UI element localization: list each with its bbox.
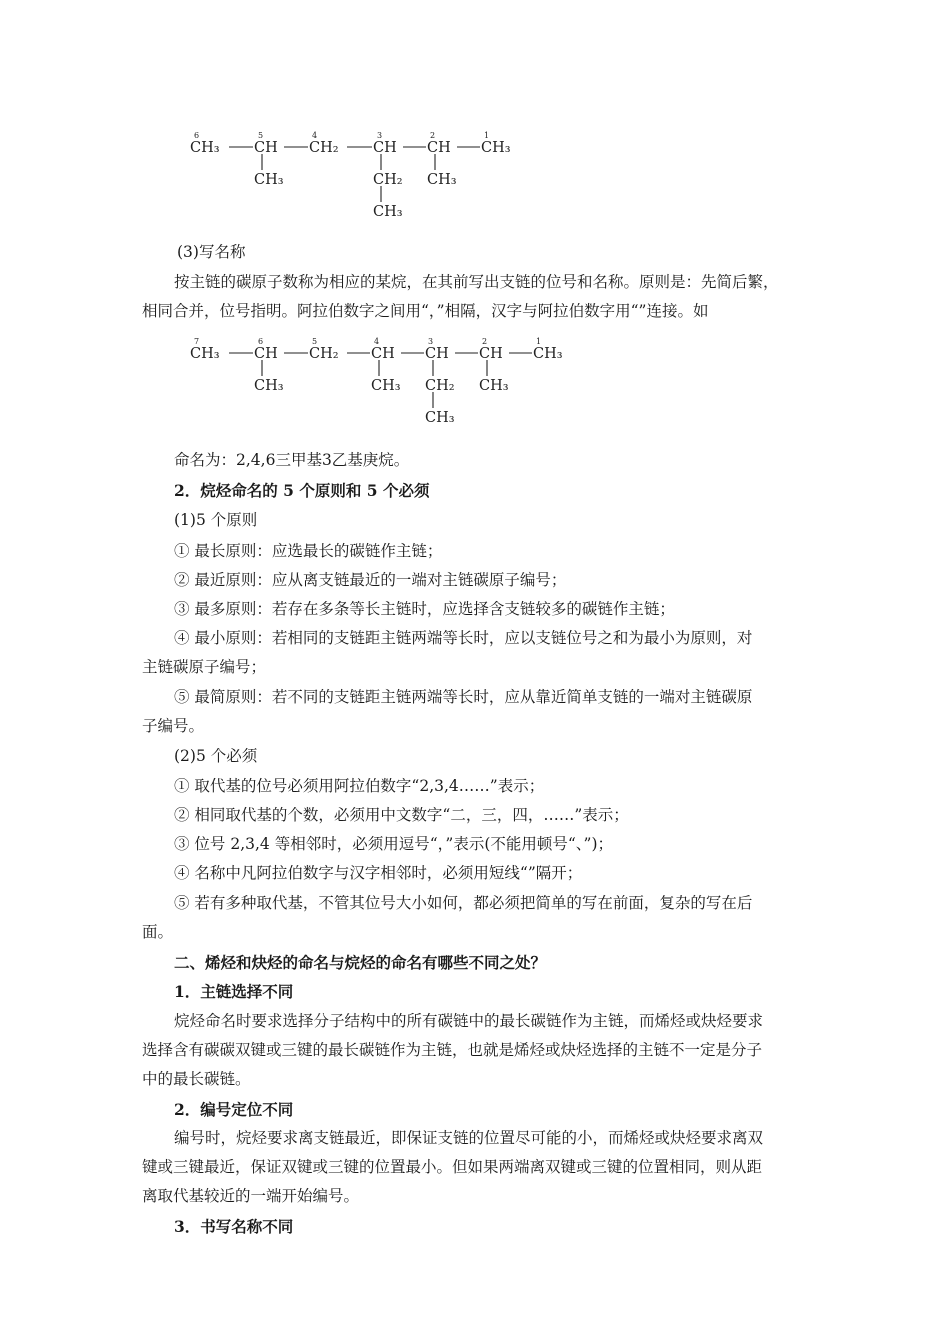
carbon-number: 3 [428,337,434,346]
list-item: ③ 位号 2,3,4 等相邻时，必须用逗号“，”表示(不能用顿号“、”)； [174,835,614,853]
structural-formula-1 [190,131,511,220]
atom-label: CH₂ [425,378,455,394]
paragraph-line: 键或三键最近，保证双键或三键的位置最小。但如果两端离双键或三键的位置相同，则从距 [142,1158,763,1176]
atom-label: CH₃ [481,140,511,156]
structural-formula-2 [190,337,563,426]
list-item: ① 取代基的位号必须用阿拉伯数字“2,3,4……”表示； [174,777,545,795]
list-item-continuation: 子编号。 [142,717,205,735]
atom-label: CH [371,346,395,362]
atom-label: CH₃ [479,378,509,394]
naming-result: 命名为：2,4,6三甲基3乙基庚烷。 [174,451,410,469]
section-heading: 二、烯烃和炔烃的命名与烷烃的命名有哪些不同之处？ [174,953,547,972]
list-item: ⑤ 最简原则：若不同的支链距主链两端等长时，应从靠近简单支链的一端对主链碳原 [174,688,753,706]
carbon-number: 3 [377,131,383,140]
list-item: ④ 最小原则：若相同的支链距主链两端等长时，应以支链位号之和为最小为原则，对 [174,629,753,647]
carbon-number: 5 [258,131,264,140]
list-item-continuation: 面。 [142,923,174,941]
atom-label: CH [479,346,503,362]
paragraph-line: 相同合并，位号指明。阿拉伯数字之间用“，”相隔，汉字与阿拉伯数字用“”连接。如 [142,302,709,320]
paragraph-line: 离取代基较近的一端开始编号。 [142,1187,360,1205]
atom-label: CH [254,140,278,156]
carbon-number: 5 [312,337,318,346]
carbon-number: 4 [312,131,318,140]
atom-label: CH₃ [190,346,220,362]
carbon-number: 4 [374,337,380,346]
atom-label: CH₃ [425,410,455,426]
subheading-principles: (1)5 个原则 [174,511,258,529]
section-heading: 2．烷烃命名的 5 个原则和 5 个必须 [174,481,430,500]
atom-label: CH [373,140,397,156]
carbon-number: 6 [194,131,200,140]
atom-label: CH [425,346,449,362]
paragraph-line: 编号时，烷烃要求离支链最近，即保证支链的位置尽可能的小，而烯烃或炔烃要求离双 [174,1129,764,1147]
carbon-number: 1 [484,131,490,140]
atom-label: CH₂ [373,172,403,188]
carbon-number: 2 [430,131,436,140]
list-item-continuation: 主链碳原子编号； [142,658,267,676]
list-item: ④ 名称中凡阿拉伯数字与汉字相邻时，必须用短线“”隔开； [174,864,583,882]
paragraph-line: 按主链的碳原子数称为相应的某烷，在其前写出支链的位号和名称。原则是：先简后繁， [174,273,779,291]
atom-label: CH₃ [190,140,220,156]
atom-label: CH [254,346,278,362]
carbon-number: 1 [536,337,542,346]
paragraph-line: 中的最长碳链。 [142,1070,251,1088]
paragraph-line: 选择含有碳碳双键或三键的最长碳链作为主链，也就是烯烃或炔烃选择的主链不一定是分子 [142,1041,763,1059]
paragraph-line: 烷烃命名时要求选择分子结构中的所有碳链中的最长碳链作为主链，而烯烃或炔烃要求 [174,1012,764,1030]
carbon-number: 7 [194,337,200,346]
subheading-write-name: (3)写名称 [177,243,246,261]
subheading-musts: (2)5 个必须 [174,747,258,765]
atom-label: CH₂ [309,140,339,156]
list-item: ② 最近原则：应从离支链最近的一端对主链碳原子编号； [174,571,567,589]
atom-label: CH₂ [309,346,339,362]
section-heading: 3．书写名称不同 [174,1217,294,1236]
atom-label: CH₃ [254,172,284,188]
carbon-number: 6 [258,337,264,346]
section-heading: 1．主链选择不同 [174,982,294,1001]
list-item: ⑤ 若有多种取代基，不管其位号大小如何，都必须把简单的写在前面，复杂的写在后 [174,894,753,912]
list-item: ① 最长原则：应选最长的碳链作主链； [174,542,443,560]
atom-label: CH₃ [371,378,401,394]
atom-label: CH₃ [533,346,563,362]
list-item: ③ 最多原则：若存在多条等长主链时，应选择含支链较多的碳链作主链； [174,600,675,618]
atom-label: CH₃ [373,204,403,220]
atom-label: CH [427,140,451,156]
section-heading: 2．编号定位不同 [174,1100,294,1119]
list-item: ② 相同取代基的个数，必须用中文数字“二，三，四，……”表示； [174,806,629,824]
atom-label: CH₃ [427,172,457,188]
carbon-number: 2 [482,337,488,346]
atom-label: CH₃ [254,378,284,394]
